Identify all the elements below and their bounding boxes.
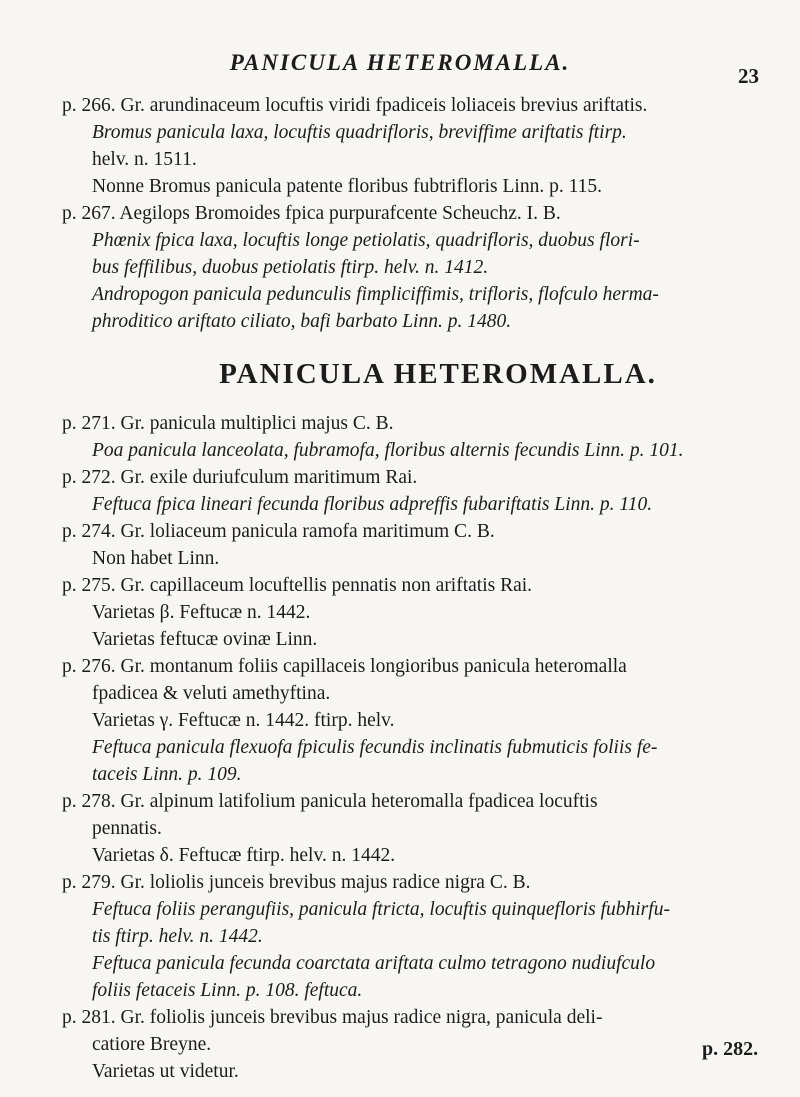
- text-line: Varietas feftucæ ovinæ Linn.: [92, 629, 318, 650]
- text-line: Varietas ut videtur.: [92, 1061, 239, 1082]
- text-line: p. 271. Gr. panicula multiplici majus C. B.: [62, 413, 394, 434]
- text-line: Varietas β. Feftucæ n. 1442.: [92, 602, 311, 623]
- section-heading: PANICULA HETEROMALLA.: [219, 358, 657, 390]
- catch-word: p. 282.: [702, 1038, 759, 1060]
- text-line: p. 274. Gr. loliaceum panicula ramofa maritimum C. B.: [62, 521, 495, 542]
- text-line: Nonne Bromus panicula patente floribus fubtrifloris Linn. p. 115.: [92, 176, 602, 197]
- text-line: p. 267. Aegilops Bromoides fpica purpurafcente Scheuchz. I. B.: [62, 203, 561, 224]
- text-line: p. 272. Gr. exile duriufculum maritimum Rai.: [62, 467, 418, 488]
- text-line: catiore Breyne.: [92, 1034, 212, 1055]
- text-line: Feftuca fpica lineari fecunda floribus adpreffis fubariftatis Linn. p. 110.: [92, 494, 653, 515]
- text-line: p. 281. Gr. foliolis junceis brevibus majus radice nigra, panicula deli-: [62, 1007, 603, 1028]
- page-number: 23: [738, 64, 759, 88]
- text-line: p. 276. Gr. montanum foliis capillaceis longioribus panicula heteromalla: [62, 656, 627, 677]
- text-line: bus feffilibus, duobus petiolatis ftirp. helv. n. 1412.: [92, 257, 489, 278]
- text-line: p. 266. Gr. arundinaceum locuftis viridi fpadiceis loliaceis brevius ariftatis.: [62, 95, 648, 116]
- text-line: p. 278. Gr. alpinum latifolium panicula heteromalla fpadicea locuftis: [62, 791, 598, 812]
- text-line: fpadicea & veluti amethyftina.: [92, 683, 331, 704]
- text-line: Bromus panicula laxa, locuftis quadrifloris, breviffime ariftatis ftirp.: [92, 122, 627, 143]
- text-line: taceis Linn. p. 109.: [92, 764, 242, 785]
- text-line: p. 279. Gr. loliolis junceis brevibus majus radice nigra C. B.: [62, 872, 531, 893]
- text-line: helv. n. 1511.: [92, 149, 197, 170]
- text-line: p. 275. Gr. capillaceum locuftellis pennatis non ariftatis Rai.: [62, 575, 533, 596]
- text-line: Phœnix fpica laxa, locuftis longe petiolatis, quadrifloris, duobus flori-: [92, 230, 640, 251]
- text-line: Feftuca panicula flexuofa fpiculis fecundis inclinatis fubmuticis foliis fe-: [92, 737, 658, 758]
- text-line: pennatis.: [92, 818, 162, 839]
- text-line: phroditico ariftato ciliato, bafi barbato Linn. p. 1480.: [92, 311, 512, 332]
- text-line: Andropogon panicula pedunculis fimpliciffimis, trifloris, flofculo herma-: [92, 284, 659, 305]
- text-line: foliis fetaceis Linn. p. 108. feftuca.: [92, 980, 363, 1001]
- text-line: Varietas δ. Feftucæ ftirp. helv. n. 1442.: [92, 845, 396, 866]
- text-line: tis ftirp. helv. n. 1442.: [92, 926, 263, 947]
- running-head: PANICULA HETEROMALLA.: [229, 50, 571, 75]
- text-line: Poa panicula lanceolata, fubramofa, floribus alternis fecundis Linn. p. 101.: [92, 440, 684, 461]
- text-line: Feftuca panicula fecunda coarctata ariftata culmo tetragono nudiufculo: [92, 953, 656, 974]
- body-text: [62, 92, 774, 1085]
- text-line: Feftuca foliis perangufiis, panicula ftricta, locuftis quinquefloris fubhirfu-: [92, 899, 670, 920]
- text-line: Non habet Linn.: [92, 548, 220, 569]
- text-line: Varietas γ. Feftucæ n. 1442. ftirp. helv.: [92, 710, 395, 731]
